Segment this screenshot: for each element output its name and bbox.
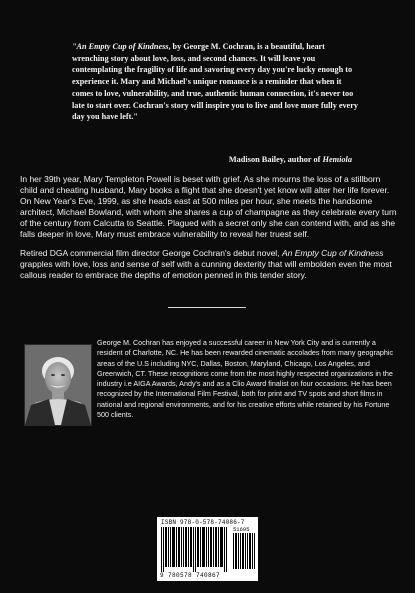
attribution-work: Hemiola — [322, 155, 352, 164]
ean-digits: 9 780578 740867 — [160, 572, 221, 579]
synopsis-p2-end: grapples with love, loss and sense of self with a cunning dexterity that will embolden even the most callous reader to embrace the depths of emotion penned in this tender story. — [20, 258, 392, 280]
attribution-name: Madison Bailey, author of — [228, 155, 323, 164]
isbn-label: ISBN 978-0-578-74086-7 — [161, 519, 245, 526]
addon-bars — [233, 533, 255, 569]
synopsis — [20, 174, 400, 288]
synopsis-book-title: An Empty Cup of Kindness — [281, 247, 384, 258]
synopsis-p2-start: Retired DGA commercial film director George Cochran's debut novel, — [20, 247, 282, 258]
barcode-icon — [157, 517, 258, 581]
section-divider — [168, 307, 246, 308]
synopsis-paragraph-1: In her 39th year, Mary Templeton Powell is beset with grief. As she mourns the loss of a stillborn child and cheating husband, Mary books a flight that she doesn't yet know will alter her life forever. On New Year's Eve, 1999, as she heads east at 500 miles per hour, she meets the handsome architect, Michael Bowland, with whom she shares a cup of champagne as they celebrate every turn of the century from Calcutta to Seattle. Plagued with a secret only she can contend with, and as she falls deeper in love, Mary must embrace vulnerability to reveal her truest self. — [20, 174, 397, 240]
author-bio: George M. Cochran has enjoyed a successful career in New York City and is currently a resident of Charlotte, NC. He has been rewarded cinematic accolades from many geographic areas of the U.S including NYC, Dallas, Boston, Maryland, Chicago, Los Angeles, and Greenwich, CT. These recognitions come from the most highly respected organizations in the industry i.e AIGA Awards, Andy's and as a Clio Award finalist on four occasions. He has been recognized by the International Film Festival, both for print and TV spots and short films in national and regional environments, and for his creative efforts while retained by his Fortune 500 clients. — [97, 338, 394, 420]
review-blurb — [72, 41, 362, 123]
author-portrait-icon — [24, 344, 92, 426]
blurb-attribution — [72, 155, 352, 164]
blurb-book-title: "An Empty Cup of Kindness — [72, 42, 169, 51]
synopsis-paragraph-2 — [20, 248, 400, 281]
addon-digits: 51695 — [233, 526, 250, 533]
ean-bars — [161, 527, 229, 572]
blurb-text: , by George M. Cochran, is a beautiful, heart wrenching story about love, loss, and second chances. It will leave you contemplating the fragility of life and savoring every day you're lucky enough to experience it. Mary and Michael's unique romance is a reminder that when it comes to love, vulnerability, and true, authentic human connection, it's never too late to start over. Cochran's story will inspire you to live and love more fully every day you have left." — [72, 42, 358, 122]
